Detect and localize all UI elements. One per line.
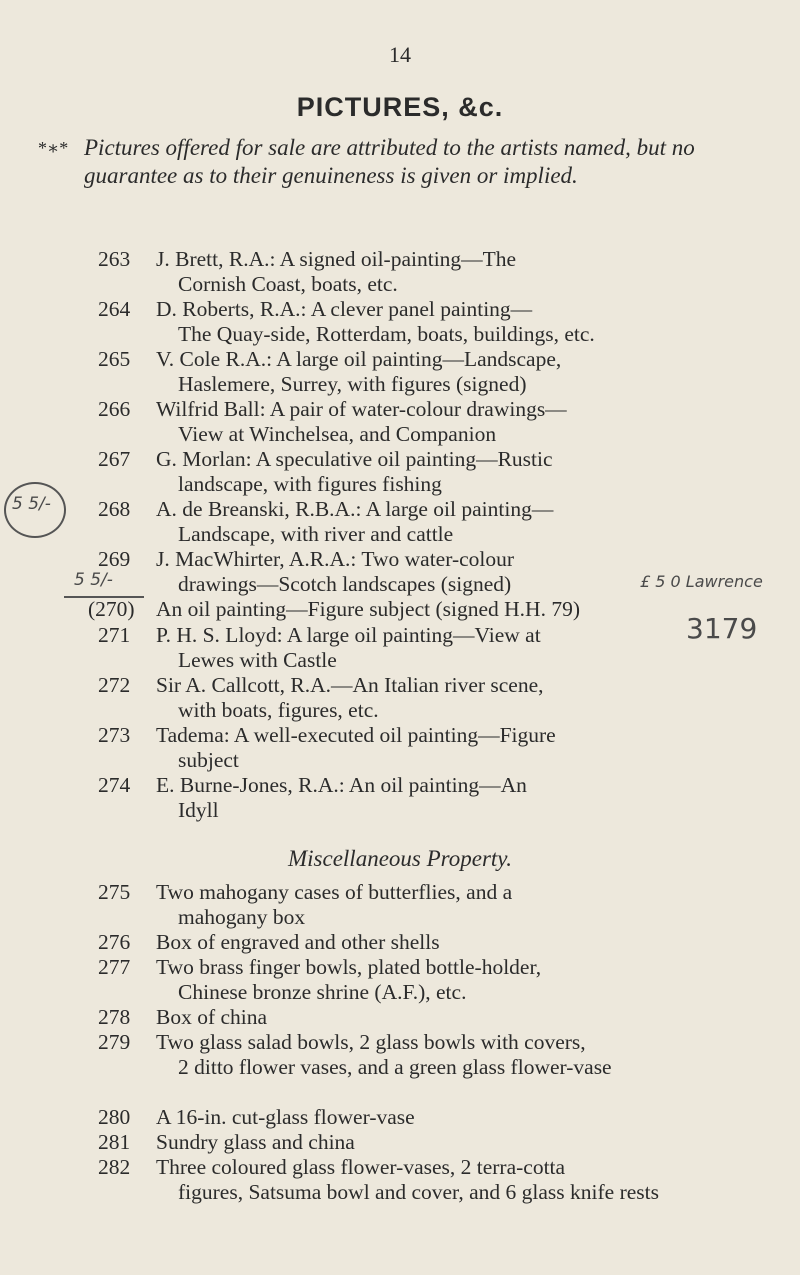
lot-description: E. Burne-Jones, R.A.: An oil painting—An [156, 773, 527, 797]
lot-description: Two brass finger bowls, plated bottle-holder, [156, 955, 542, 979]
lot-description: Box of china [156, 1005, 268, 1029]
lot-number: 273 [98, 723, 131, 747]
lot-entry [0, 673, 800, 722]
lot-entry [0, 930, 800, 955]
lot-number: 267 [98, 447, 131, 471]
page-title: PICTURES, &c. [296, 92, 504, 122]
lot-description: An oil painting—Figure subject (signed H.H. 79) [156, 597, 580, 621]
lot-description: Two glass salad bowls, 2 glass bowls with covers, [156, 1030, 586, 1054]
lot-entry [0, 447, 800, 496]
lot-description-cont: figures, Satsuma bowl and cover, and 6 glass knife rests [178, 1179, 659, 1204]
lot-entry [0, 723, 800, 772]
lot-description: P. H. S. Lloyd: A large oil painting—View at [156, 623, 541, 647]
lot-description: Sundry glass and china [156, 1130, 355, 1154]
section-subheading: Miscellaneous Property. [288, 846, 512, 871]
lot-description-cont: Cornish Coast, boats, etc. [178, 271, 398, 296]
lot-description-cont: mahogany box [178, 904, 306, 929]
lot-entry [0, 397, 800, 446]
lot-entry [0, 1155, 800, 1204]
lot-number: 263 [98, 247, 131, 271]
lot-description: Two mahogany cases of butterflies, and a [156, 880, 513, 904]
lot-description: Three coloured glass flower-vases, 2 terra-cotta [156, 1155, 566, 1179]
lot-number: 274 [98, 773, 131, 797]
lot-entry [0, 247, 800, 296]
lot-entry [0, 1030, 800, 1079]
lot-description-cont: Chinese bronze shrine (A.F.), etc. [178, 979, 467, 1004]
lot-description-cont: The Quay-side, Rotterdam, boats, buildings, etc. [178, 321, 595, 346]
handwritten-left-note: 5 5/- [74, 570, 113, 590]
lot-description-cont: Idyll [178, 797, 219, 822]
lot-number: 278 [98, 1005, 131, 1029]
lot-entry [0, 955, 800, 1004]
lot-description: Tadema: A well-executed oil painting—Figure [156, 723, 556, 747]
lot-number: 265 [98, 347, 131, 371]
handwritten-circled-price: 5 5/- [12, 494, 51, 514]
lot-entry [0, 623, 800, 672]
lot-number: 275 [98, 880, 131, 904]
lot-description: J. Brett, R.A.: A signed oil-painting—The [156, 247, 517, 271]
lot-number: 277 [98, 955, 131, 979]
lot-number: 281 [98, 1130, 131, 1154]
lot-number: 264 [98, 297, 131, 321]
lot-description-cont: View at Winchelsea, and Companion [178, 421, 497, 446]
lot-description: Wilfrid Ball: A pair of water-colour drawings— [156, 397, 567, 421]
lot-description: D. Roberts, R.A.: A clever panel painting— [156, 297, 533, 321]
lot-entry [0, 1130, 800, 1155]
lot-description-cont: subject [178, 747, 239, 772]
lot-number: 272 [98, 673, 131, 697]
lot-description: V. Cole R.A.: A large oil painting—Landscape, [156, 347, 562, 371]
lot-description: Box of engraved and other shells [156, 930, 440, 954]
handwritten-code: 3179 [686, 612, 758, 645]
handwritten-line [64, 596, 144, 598]
lot-number: 276 [98, 930, 131, 954]
disclaimer-text: Pictures offered for sale are attributed to the artists named, but no guarantee as to their genuineness is given or implied. [84, 135, 695, 188]
lot-entry [0, 1005, 800, 1030]
lot-number: 269 [98, 547, 131, 571]
lot-entry [0, 347, 800, 396]
lot-number: 282 [98, 1155, 131, 1179]
lot-description-cont: 2 ditto flower vases, and a green glass flower-vase [178, 1054, 612, 1079]
lot-description: Sir A. Callcott, R.A.—An Italian river scene, [156, 673, 544, 697]
lot-entry [0, 297, 800, 346]
lot-description: J. MacWhirter, A.R.A.: Two water-colour [156, 547, 515, 571]
lot-description-cont: Haslemere, Surrey, with figures (signed) [178, 371, 527, 396]
page-number: 14 [389, 42, 411, 67]
asterism-mark: *∗* [38, 138, 69, 158]
lot-description: G. Morlan: A speculative oil painting—Rustic [156, 447, 553, 471]
lot-description: A. de Breanski, R.B.A.: A large oil painting— [156, 497, 554, 521]
handwritten-right-note: £ 5 0 Lawrence [640, 572, 763, 591]
lot-number: 266 [98, 397, 131, 421]
lot-number: 268 [98, 497, 131, 521]
lot-description-cont: drawings—Scotch landscapes (signed) [178, 571, 512, 596]
lot-entry [0, 1105, 800, 1130]
lot-description-cont: Landscape, with river and cattle [178, 521, 454, 546]
lot-entry [0, 497, 800, 546]
lot-number: 279 [98, 1030, 131, 1054]
lot-description: A 16-in. cut-glass flower-vase [156, 1105, 415, 1129]
lot-number: 271 [98, 623, 131, 647]
lot-description-cont: with boats, figures, etc. [178, 697, 379, 722]
lot-entry [0, 773, 800, 822]
lot-description-cont: Lewes with Castle [178, 647, 337, 672]
lot-description-cont: landscape, with figures fishing [178, 471, 442, 496]
lot-number: (270) [88, 597, 135, 621]
lot-number: 280 [98, 1105, 131, 1129]
lot-entry [0, 880, 800, 929]
disclaimer [38, 134, 724, 190]
lot-entry [0, 597, 800, 622]
